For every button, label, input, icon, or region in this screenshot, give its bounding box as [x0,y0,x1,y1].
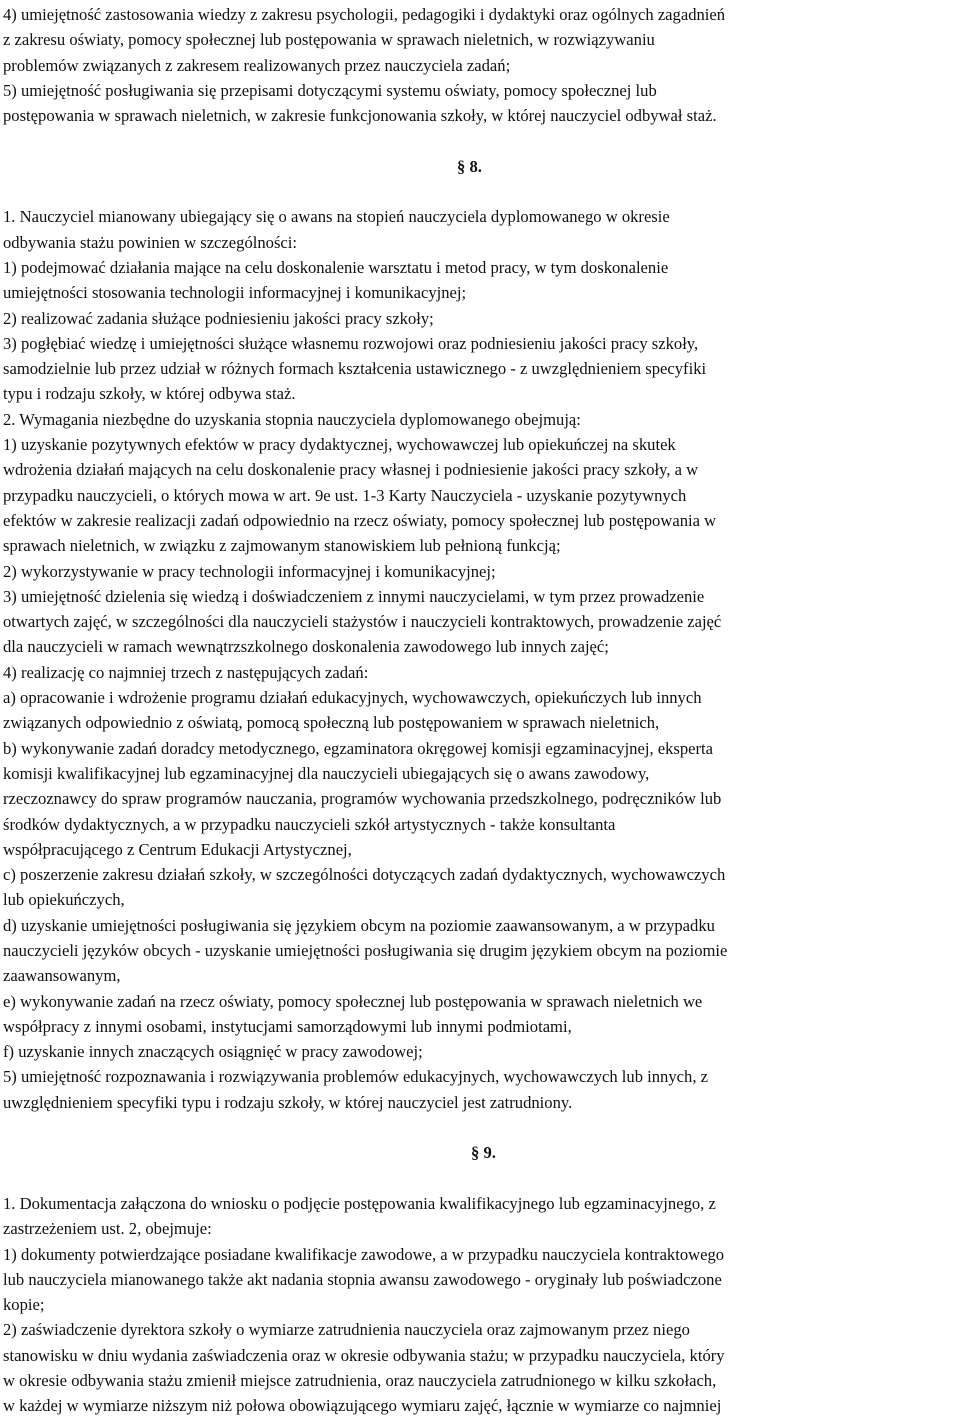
text-line: efektów w zakresie realizacji zadań odpowiednio na rzecz oświaty, pomocy społecznej lub postępowania w [3,510,717,530]
text-line: zastrzeżeniem ust. 2, obejmuje: [3,1219,212,1239]
text-line: z zakresu oświaty, pomocy społecznej lub postępowania w sprawach nieletnich, w rozwiązywaniu [3,30,655,50]
text-line: problemów związanych z zakresem realizowanych przez nauczyciela zadań; [3,55,511,75]
text-line: współpracującego z Centrum Edukacji Artystycznej, [3,839,352,859]
text-line: w okresie odbywania stażu zmienił miejsce zatrudnienia, oraz nauczyciela zatrudnionego w kilku szkołach, [3,1371,717,1391]
text-line: 2) wykorzystywanie w pracy technologii informacyjnej i komunikacyjnej; [3,561,496,581]
text-line: zaawansowanym, [3,966,121,986]
text-line: c) poszerzenie zakresu działań szkoły, w szczególności dotyczących zadań dydaktycznych, wychowawczych [3,865,726,885]
section-7-tail [3,2,957,128]
text-line: 2. Wymagania niezbędne do uzyskania stopnia nauczyciela dyplomowanego obejmują: [3,409,581,429]
document-page [3,2,957,1419]
text-line: 2) realizować zadania służące podniesieniu jakości pracy szkoły; [3,308,434,328]
text-line: współpracy z innymi osobami, instytucjami samorządowymi lub innymi podmiotami, [3,1016,572,1036]
text-line: lub nauczyciela mianowanego także akt nadania stopnia awansu zawodowego - oryginały lub poświadczone [3,1269,722,1289]
section-heading-9: § 9. [471,1143,496,1163]
section-9 [3,1191,957,1419]
text-line: 1) uzyskanie pozytywnych efektów w pracy dydaktycznej, wychowawczej lub opiekuńczej na skutek [3,435,676,455]
text-line: rzeczoznawcy do spraw programów nauczania, programów wychowania przedszkolnego, podręczników lub [3,789,722,809]
spacer [3,1115,957,1140]
section-heading-8: § 8. [457,156,482,176]
section-8 [3,204,957,1115]
spacer [3,179,957,204]
text-line: 1. Dokumentacja załączona do wniosku o podjęcie postępowania kwalifikacyjnego lub egzaminacyjnego, z [3,1193,716,1213]
text-line: e) wykonywanie zadań na rzecz oświaty, pomocy społecznej lub postępowania w sprawach nieletnich we [3,991,703,1011]
text-line: komisji kwalifikacyjnej lub egzaminacyjnej dla nauczycieli ubiegających się o awans zawodowy, [3,763,650,783]
text-line: 1) podejmować działania mające na celu doskonalenie warsztatu i metod pracy, w tym doskonalenie [3,257,669,277]
spacer [3,128,957,153]
text-line: otwartych zajęć, w szczególności dla nauczycieli stażystów i nauczycieli kontraktowych, prowadzenie zajęć [3,612,722,632]
text-line: a) opracowanie i wdrożenie programu działań edukacyjnych, wychowawczych, opiekuńczych lub innych [3,688,702,708]
text-line: przypadku nauczycieli, o których mowa w art. 9e ust. 1-3 Karty Nauczyciela - uzyskanie pozytywnych [3,485,687,505]
text-line: f) uzyskanie innych znaczących osiągnięć w pracy zawodowej; [3,1042,423,1062]
text-line: 3) umiejętność dzielenia się wiedzą i doświadczeniem z innymi nauczycielami, w tym przez prowadzenie [3,586,705,606]
text-line: 3) pogłębiać wiedzę i umiejętności służące własnemu rozwojowi oraz podniesieniu jakości pracy szkoły, [3,333,699,353]
spacer [3,1166,957,1191]
text-line: odbywania stażu powinien w szczególności: [3,232,297,252]
text-line: środków dydaktycznych, a w przypadku nauczycieli szkół artystycznych - także konsultanta [3,814,616,834]
text-line: 5) umiejętność posługiwania się przepisami dotyczącymi systemu oświaty, pomocy społecznej lub [3,80,657,100]
text-line: uwzględnieniem specyfiki typu i rodzaju szkoły, w której nauczyciel jest zatrudniony. [3,1092,573,1112]
text-line: związanych odpowiednio z oświatą, pomocą społeczną lub postępowaniem w sprawach nieletnich, [3,713,660,733]
text-line: dla nauczycieli w ramach wewnątrzszkolnego doskonalenia zawodowego lub innych zajęć; [3,637,609,657]
text-line: 2) zaświadczenie dyrektora szkoły o wymiarze zatrudnienia nauczyciela oraz zajmowanym przez niego [3,1320,690,1340]
text-line: typu i rodzaju szkoły, w której odbywa staż. [3,384,296,404]
text-line: 4) umiejętność zastosowania wiedzy z zakresu psychologii, pedagogiki i dydaktyki oraz ogólnych zagadnień [3,5,726,24]
text-line: kopie; [3,1295,45,1315]
text-line: postępowania w sprawach nieletnich, w zakresie funkcjonowania szkoły, w której nauczyciel odbywał staż. [3,106,717,126]
text-line: w każdej w wymiarze niższym niż połowa obowiązującego wymiaru zajęć, łącznie w wymiarze co najmniej [3,1396,722,1416]
text-line: 1) dokumenty potwierdzające posiadane kwalifikacje zawodowe, a w przypadku nauczyciela kontraktowego [3,1244,725,1264]
text-line: b) wykonywanie zadań doradcy metodycznego, egzaminatora okręgowej komisji egzaminacyjnej, eksperta [3,738,714,758]
text-line: d) uzyskanie umiejętności posługiwania się językiem obcym na poziomie zaawansowanym, a w przypadku [3,915,715,935]
text-line: umiejętności stosowania technologii informacyjnej i komunikacyjnej; [3,283,467,303]
text-line: sprawach nieletnich, w związku z zajmowanym stanowiskiem lub pełnioną funkcją; [3,536,561,556]
text-line: lub opiekuńczych, [3,890,125,910]
text-line: wdrożenia działań mających na celu doskonalenie pracy własnej i podniesienie jakości pracy szkoły, a w [3,460,699,480]
text-line: nauczycieli języków obcych - uzyskanie umiejętności posługiwania się drugim językiem obcym na poziomie [3,940,728,960]
text-line: stanowisku w dniu wydania zaświadczenia oraz w okresie odbywania stażu; w przypadku nauczyciela, który [3,1345,725,1365]
text-line: samodzielnie lub przez udział w różnych formach kształcenia ustawicznego - z uwzględnieniem specyfiki [3,359,707,379]
text-line: 5) umiejętność rozpoznawania i rozwiązywania problemów edukacyjnych, wychowawczych lub innych, z [3,1067,708,1087]
text-line: 4) realizację co najmniej trzech z następujących zadań: [3,662,369,682]
text-line: 1. Nauczyciel mianowany ubiegający się o awans na stopień nauczyciela dyplomowanego w okresie [3,207,670,227]
